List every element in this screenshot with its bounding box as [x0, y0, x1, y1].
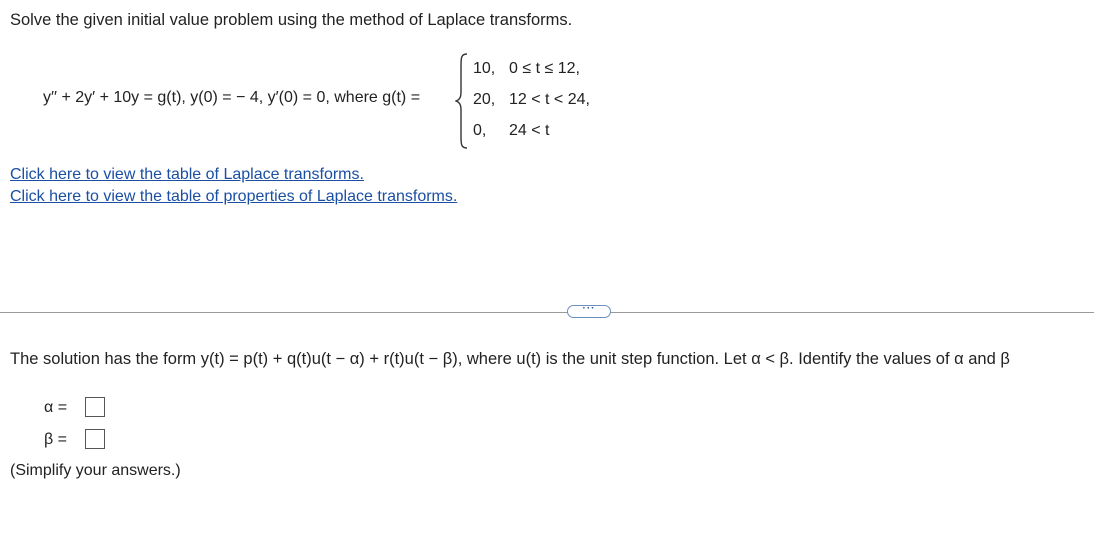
- ellipsis-icon: ···: [582, 303, 596, 314]
- question-text: The solution has the form y(t) = p(t) + q(t)u(t − α) + r(t)u(t − β), where u(t) is the unit step function. Let α < β. Identify the values of α and β: [10, 350, 1010, 368]
- beta-answer-input[interactable]: [85, 429, 105, 449]
- piece-value: 0,: [473, 122, 487, 139]
- section-divider: [0, 312, 1094, 313]
- piece-condition: 0 ≤ t ≤ 12,: [509, 60, 580, 77]
- piece-value: 20,: [473, 91, 496, 108]
- simplify-note: (Simplify your answers.): [10, 462, 181, 479]
- left-brace-icon: [455, 52, 469, 150]
- problem-prompt: Solve the given initial value problem using the method of Laplace transforms.: [10, 11, 573, 29]
- piecewise-cases: [473, 60, 613, 150]
- alpha-answer-input[interactable]: [85, 397, 105, 417]
- expand-more-button[interactable]: [567, 305, 611, 318]
- piecewise-brace: [455, 52, 469, 155]
- alpha-label: α =: [44, 399, 68, 416]
- laplace-table-link[interactable]: Click here to view the table of Laplace transforms.: [10, 166, 364, 183]
- piece-condition: 24 < t: [509, 122, 550, 139]
- laplace-properties-link[interactable]: Click here to view the table of properties of Laplace transforms.: [10, 188, 458, 205]
- beta-label: β =: [44, 431, 67, 448]
- piece-condition: 12 < t < 24,: [509, 91, 590, 108]
- differential-equation: y′′ + 2y′ + 10y = g(t), y(0) = − 4, y′(0) = 0, where g(t) =: [43, 89, 421, 106]
- piece-value: 10,: [473, 60, 496, 77]
